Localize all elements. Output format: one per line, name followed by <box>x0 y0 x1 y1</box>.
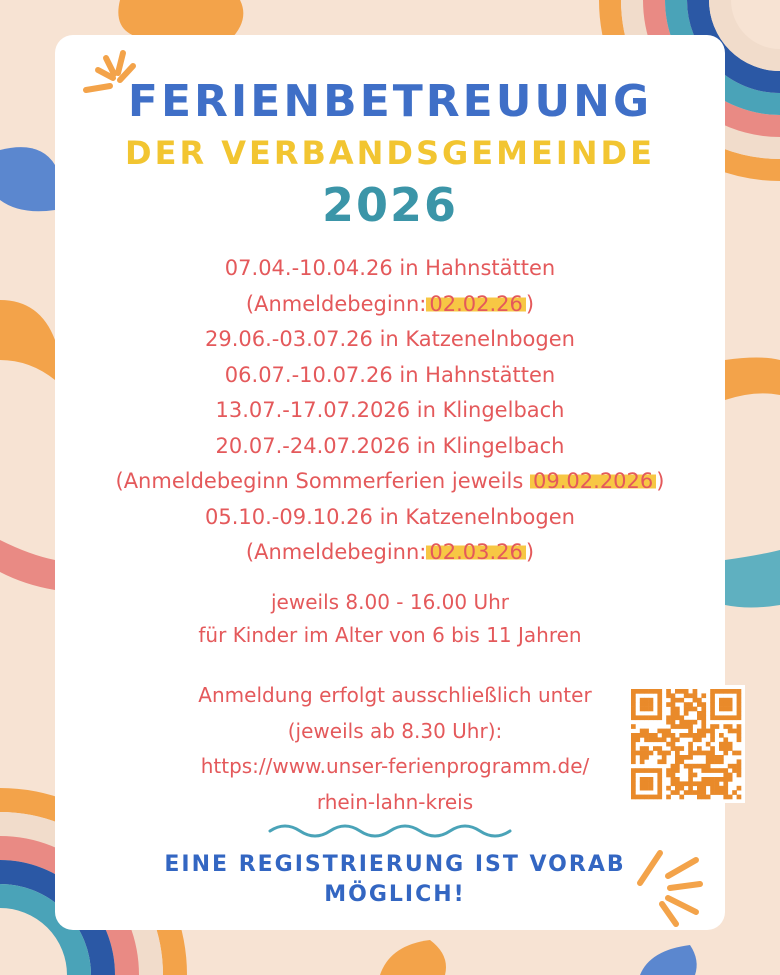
paren: ) <box>525 291 535 316</box>
registration-url-path[interactable]: rhein-lahn-kreis <box>316 789 474 814</box>
registration-date-highlight: 09.02.2026 <box>530 469 656 493</box>
note-line: MÖGLICH! <box>324 882 466 907</box>
note-line: EINE REGISTRIERUNG IST VORAB <box>164 852 626 877</box>
schedule-line: 20.07.-24.07.2026 in Klingelbach <box>215 433 565 458</box>
title-main: FERIENBETREUUNG <box>127 76 653 127</box>
title-subtitle: DER VERBANDSGEMEINDE <box>125 134 655 172</box>
schedule-line: 07.04.-10.04.26 in Hahnstätten <box>224 256 556 280</box>
registration-date-highlight: 02.03.26 <box>426 540 526 564</box>
registration-text: Anmeldung erfolgt ausschließlich unter <box>198 683 592 707</box>
schedule-line: 29.06.-03.07.26 in Katzenelnbogen <box>205 327 575 351</box>
registration-info <box>170 678 620 820</box>
age-text: für Kinder im Alter von 6 bis 11 Jahren <box>198 623 582 647</box>
hours-text: jeweils 8.00 - 16.00 Uhr <box>270 590 510 614</box>
qr-code-icon[interactable] <box>627 685 745 803</box>
paren: ) <box>525 540 535 564</box>
registration-time: (jeweils ab 8.30 Uhr): <box>287 718 503 743</box>
schedule-line <box>55 287 725 323</box>
registration-label: (Anmeldebeginn Sommerferien jeweils <box>115 469 524 493</box>
registration-label: (Anmeldebeginn: <box>245 540 427 564</box>
times-info <box>55 586 725 652</box>
registration-label: (Anmeldebeginn: <box>245 291 427 316</box>
schedule-line: 06.07.-10.07.26 in Hahnstätten <box>224 362 556 387</box>
schedule-line: 13.07.-17.07.2026 in Klingelbach <box>215 398 565 422</box>
schedule-line <box>55 464 725 500</box>
schedule-line <box>55 535 725 571</box>
paren: ) <box>656 469 665 493</box>
schedule-list <box>55 251 725 571</box>
wave-divider <box>265 818 515 844</box>
schedule-line: 05.10.-09.10.26 in Katzenelnbogen <box>205 504 575 529</box>
registration-note <box>130 850 660 910</box>
registration-date-highlight: 02.02.26 <box>426 292 526 316</box>
registration-url[interactable]: https://www.unser-ferienprogramm.de/ <box>200 754 590 778</box>
title-year: 2026 <box>321 178 459 232</box>
